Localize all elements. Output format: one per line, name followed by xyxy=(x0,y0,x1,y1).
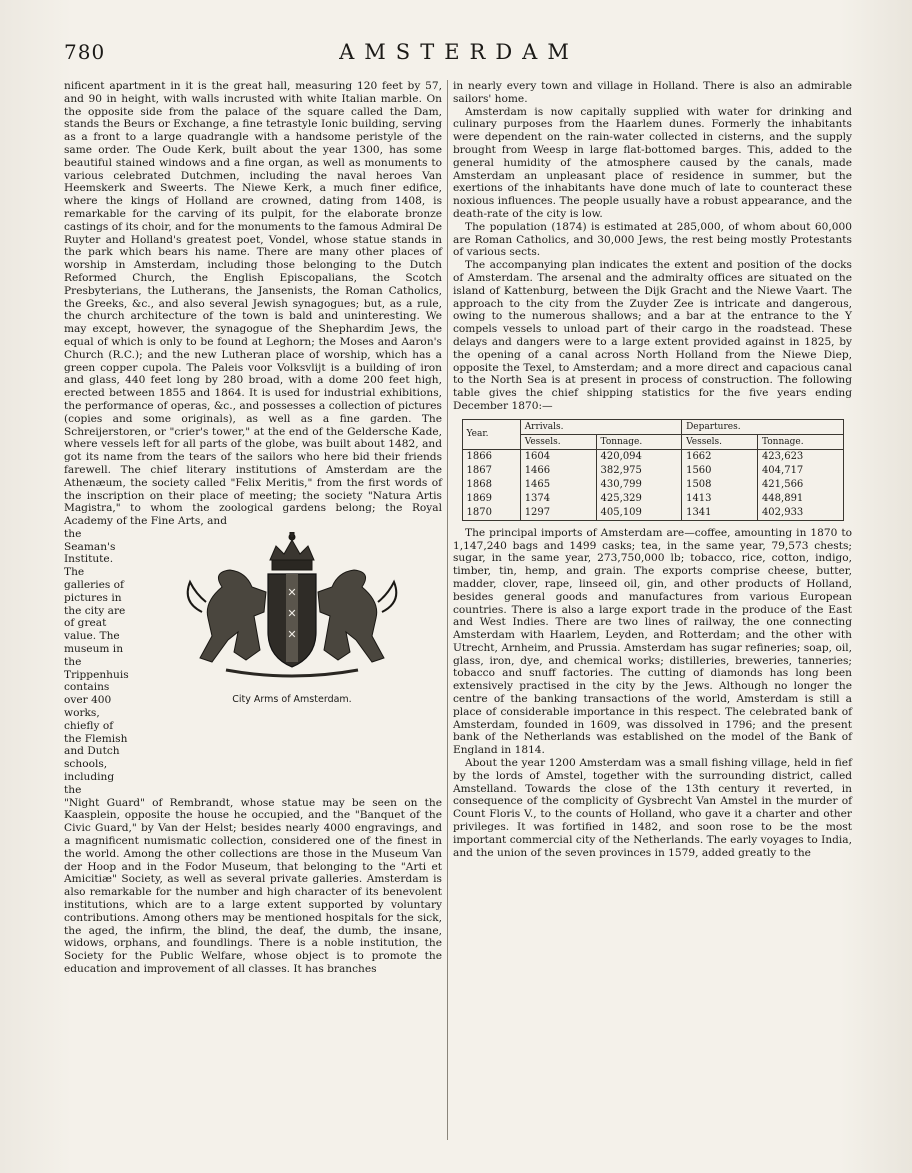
table-row xyxy=(462,464,843,478)
header-departures-tonnage: Tonnage. xyxy=(757,434,843,449)
cell-departure-vessels: 1508 xyxy=(682,478,758,492)
svg-text:✕: ✕ xyxy=(287,606,297,620)
cell-departure-vessels: 1662 xyxy=(682,449,758,464)
cell-departure-tonnage: 421,566 xyxy=(757,478,843,492)
right-paragraph-population: The population (1874) is estimated at 285,000, of whom about 60,000 are Roman Catholics, and 30,000 Jews, the rest being mostly Protestants of various sects. xyxy=(453,220,852,259)
right-paragraph-history: About the year 1200 Amsterdam was a small fishing village, held in fief by the lords of Amstel, together with the surrounding district, called Amstelland. Towards the close of the 13th century it reverted, in consequence of the complicity of Gysbrecht Van Amstel in the murder of Count Floris V., to the counts of Holland, who gave it a charter and other privileges. It was fortified in 1482, and soon rose to be the most important commercial city of the Netherlands. The early voyages to India, and the union of the seven provinces in 1579, added greatly to the xyxy=(453,757,852,859)
right-lion-icon xyxy=(318,570,396,662)
city-arms-figure xyxy=(142,532,442,707)
table-row xyxy=(462,478,843,492)
cell-arrival-vessels: 1374 xyxy=(520,492,596,506)
header-departures-vessels: Vessels. xyxy=(682,434,758,449)
header-departures: Departures. xyxy=(682,419,843,434)
right-column xyxy=(453,80,852,859)
cell-departure-vessels: 1341 xyxy=(682,506,758,521)
left-paragraph-wrapped: the Seaman's Institute. The galleries of pictures in the city are of great value. The museum in the Trippenhuis contains over 400 works, chiefly of the Flemish and Dutch schools, including the xyxy=(64,527,129,796)
svg-text:✕: ✕ xyxy=(287,585,297,599)
shield-icon xyxy=(268,574,316,667)
right-paragraph-imports: The principal imports of Amsterdam are—coffee, amounting in 1870 to 1,147,240 bags and 1499 casks; tea, in the same year, 79,573 chests; sugar, in the same year, 273,750,000 lb; tobacco, rice, cotton, indigo, timber, tin, hemp, and grain. The exports comprise cheese, butter, madder, clover, rape, linseed oil, gin, and other products of Holland, besides general goods and manufactures from various European countries. There is also a large export trade in the produce of the East and West Indies. There are two lines of railway, the one connecting Amsterdam with Haarlem, Leyden, and Rotterdam; and the other with Utrecht, Arnheim, and Prussia. Amsterdam has sugar refineries; soap, oil, glass, iron, dye, and chemical works; distilleries, breweries, tanneries; tobacco and snuff factories. The cutting of diamonds has long been extensively practised in the city by the Jews. Although no longer the centre of the banking transactions of the world, Amsterdam is still a place of considerable importance in this respect. The celebrated bank of Amsterdam, founded in 1609, was dissolved in 1796; and the present bank of the Netherlands was established on the model of the Bank of England in 1814. xyxy=(453,526,852,757)
cell-arrival-tonnage: 405,109 xyxy=(596,506,682,521)
column-divider xyxy=(447,80,448,1140)
cell-arrival-vessels: 1466 xyxy=(520,464,596,478)
right-paragraph-water-supply: Amsterdam is now capitally supplied with water for drinking and culinary purposes from the Haarlem dunes. Formerly the inhabitants were dependent on the rain-water collected in cisterns, and the supply brought from Weesp in large flat-bottomed barges. This, added to the general humidity of the atmosphere caused by the canals, made Amsterdam an unpleasant place of residence in summer, but the exertions of the inhabitants have done much of late to counteract these noxious influences. The people usually have a robust appearance, and the death-rate of the city is low. xyxy=(453,105,852,220)
cell-year: 1867 xyxy=(462,464,520,478)
header-arrivals-vessels: Vessels. xyxy=(520,434,596,449)
cell-arrival-vessels: 1297 xyxy=(520,506,596,521)
header-arrivals-tonnage: Tonnage. xyxy=(596,434,682,449)
cell-arrival-vessels: 1465 xyxy=(520,478,596,492)
cell-year: 1868 xyxy=(462,478,520,492)
scroll-base xyxy=(226,670,358,676)
page-number: 780 xyxy=(64,40,106,64)
right-paragraph-1: in nearly every town and village in Holland. There is also an admirable sailors' home. xyxy=(453,80,852,105)
left-paragraph-continuation: "Night Guard" of Rembrandt, whose statue may be seen on the Kaasplein, opposite the house he occupied, and the "Banquet of the Civic Guard," by Van der Helst; besides nearly 4000 engravings, and a magnificent numismatic collection, considered one of the finest in the world. Among the other collections are those in the Museum Van der Hoop and in the Fodor Museum, that belonging to the "Arti et Amicitiæ" Society, as well as several private galleries. Amsterdam is also remarkable for the number and high character of its benevolent institutions, which are to a large extent supported by voluntary contributions. Among others may be mentioned hospitals for the sick, the aged, the infirm, the blind, the deaf, the dumb, the insane, widows, orphans, and foundlings. There is a noble institution, the Society for the Public Welfare, whose object is to promote the education and improvement of all classes. It has branches xyxy=(64,796,442,975)
cell-arrival-tonnage: 382,975 xyxy=(596,464,682,478)
table-row xyxy=(462,449,843,464)
shipping-statistics-table xyxy=(462,419,844,521)
cell-year: 1870 xyxy=(462,506,520,521)
cell-departure-tonnage: 423,623 xyxy=(757,449,843,464)
header-arrivals: Arrivals. xyxy=(520,419,681,434)
right-paragraph-docks: The accompanying plan indicates the extent and position of the docks of Amsterdam. The arsenal and the admiralty offices are situated on the island of Kattenburg, between the Dijk Gracht and the Niewe Vaart. The approach to the city from the Zuyder Zee is intricate and dangerous, owing to the numerous shallows; and a bar at the entrance to the Y compels vessels to unload part of their cargo in the roadstead. These delays and dangers were to a large extent provided against in 1825, by the opening of a canal across North Holland from the Niewe Diep, opposite the Texel, to Amsterdam; and a more direct and capacious canal to the North Sea is at present in process of construction. The following table gives the chief shipping statistics for the five years ending December 1870:— xyxy=(453,259,852,412)
cell-arrival-tonnage: 425,329 xyxy=(596,492,682,506)
table-row xyxy=(462,492,843,506)
cell-departure-tonnage: 448,891 xyxy=(757,492,843,506)
header-year: Year. xyxy=(462,419,520,449)
left-column xyxy=(64,80,442,976)
cell-departure-vessels: 1560 xyxy=(682,464,758,478)
running-head: AMSTERDAM xyxy=(339,40,579,64)
crown-icon xyxy=(270,532,314,570)
cell-departure-vessels: 1413 xyxy=(682,492,758,506)
svg-text:✕: ✕ xyxy=(287,627,297,641)
cell-arrival-vessels: 1604 xyxy=(520,449,596,464)
left-paragraph-1: nificent apartment in it is the great hall, measuring 120 feet by 57, and 90 in height, with walls incrusted with white Italian marble. On the opposite side from the palace of the square called the Dam, stands the Beurs or Exchange, a fine tetrastyle Ionic building, serving as a front to a large quadrangle with a handsome peristyle of the same order. The Oude Kerk, built about the year 1300, has some beautiful stained windows and a fine organ, as well as monuments to various celebrated Dutchmen, including the naval heroes Van Heemskerk and Sweerts. The Niewe Kerk, a much finer edifice, where the kings of Holland are crowned, dating from 1408, is remarkable for the carving of its pulpit, for the elaborate bronze castings of its choir, and for the monuments to the famous Admiral De Ruyter and Holland's greatest poet, Vondel, whose statue stands in the park which bears his name. There are many other places of worship in Amsterdam, including those belonging to the Dutch Reformed Church, the English Episcopalians, the Scotch Presbyterians, the Lutherans, the Jansenists, the Roman Catholics, the Greeks, &c., and also several Jewish synagogues; but, as a rule, the church architecture of the town is bald and uninteresting. We may except, however, the synagogue of the Shephardim Jews, the equal of which is only to be found at Leghorn; the Moses and Aaron's Church (R.C.); and the new Lutheran place of worship, which has a green copper cupola. The Paleis voor Volksvlijt is a building of iron and glass, 440 feet long by 280 broad, with a dome 200 feet high, erected between 1855 and 1864. It is used for industrial exhibitions, the performance of operas, &c., and possesses a collection of pictures (copies and some originals), as well as a fine garden. The Schreijerstoren, or "crier's tower," at the end of the Geldersche Kade, where vessels left for all parts of the globe, was built about 1482, and got its name from the tears of the sailors who here bid their friends farewell. The chief literary institutions of Amsterdam are the Athenæum, the society called "Felix Meritis," from the first words of the inscription on their place of meeting; the society "Natura Artis Magistra," to whom the zoological gardens belong; the Royal Academy of the Fine Arts, and xyxy=(64,80,442,528)
cell-year: 1866 xyxy=(462,449,520,464)
cell-arrival-tonnage: 430,799 xyxy=(596,478,682,492)
cell-arrival-tonnage: 420,094 xyxy=(596,449,682,464)
page-header xyxy=(64,40,854,70)
table-row xyxy=(462,506,843,521)
cell-year: 1869 xyxy=(462,492,520,506)
left-lion-icon xyxy=(188,570,266,662)
cell-departure-tonnage: 402,933 xyxy=(757,506,843,521)
figure-caption: City Arms of Amsterdam. xyxy=(232,694,352,706)
cell-departure-tonnage: 404,717 xyxy=(757,464,843,478)
city-arms-illustration xyxy=(142,532,442,692)
